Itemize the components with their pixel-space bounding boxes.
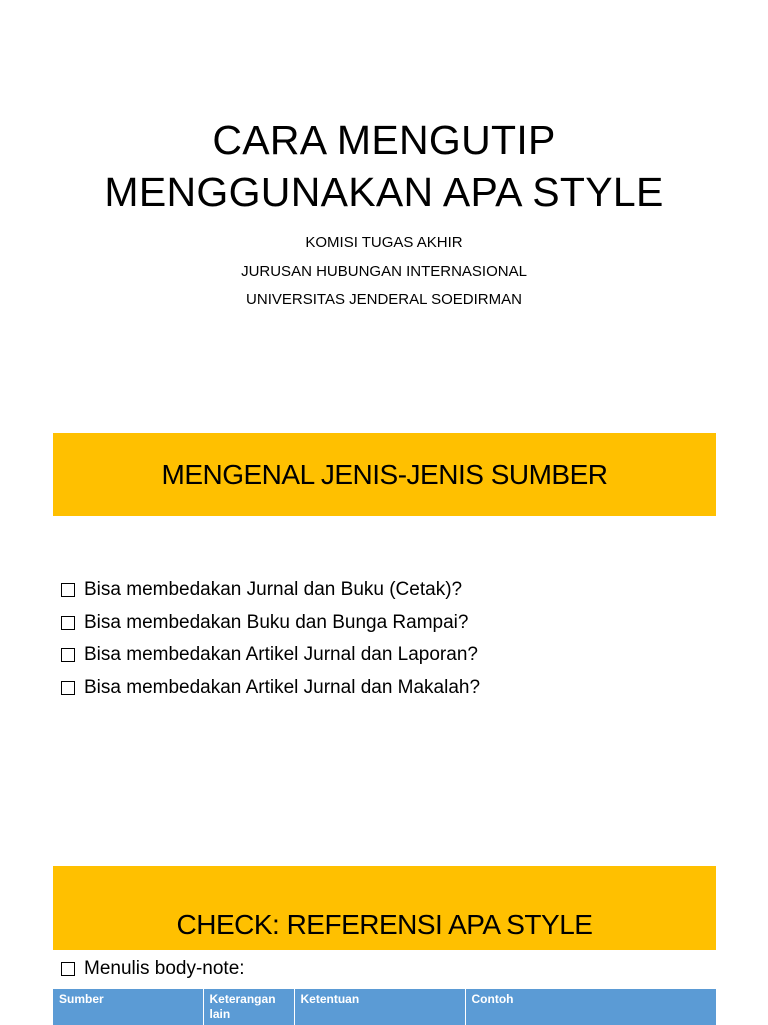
slide-subtitle [0,229,768,315]
title-line-1: CARA MENGUTIP [212,117,556,163]
title-line-2: MENGGUNAKAN APA STYLE [104,169,664,215]
subtitle-line-3: UNIVERSITAS JENDERAL SOEDIRMAN [246,291,522,308]
header-ketentuan: Ketentuan [294,989,465,1025]
header-keterangan-lain: Keterangan lain [203,989,294,1025]
checkbox-icon [61,616,75,630]
section-heading-sources: MENGENAL JENIS-JENIS SUMBER [161,458,608,490]
checkbox-icon [61,648,75,662]
checklist-item-text: Menulis body-note: [84,958,245,980]
checkbox-icon [61,681,75,695]
header-sumber: Sumber [53,989,203,1025]
checklist-item [61,574,480,607]
checklist-item-text: Bisa membedakan Jurnal dan Buku (Cetak)? [84,579,463,601]
checklist-item [61,639,480,672]
slide-title [0,114,768,218]
reference-table [53,989,716,1025]
checklist-item-text: Bisa membedakan Artikel Jurnal dan Laporan? [84,644,478,666]
checklist-item-body-note [61,953,245,986]
checkbox-icon [61,583,75,597]
section-banner-sources [53,433,716,516]
checkbox-icon [61,962,75,976]
checklist-sources [61,574,480,704]
section-banner-apa-check [53,866,716,950]
checklist-item-text: Bisa membedakan Artikel Jurnal dan Makalah? [84,676,481,698]
subtitle-line-2: JURUSAN HUBUNGAN INTERNASIONAL [241,262,527,280]
checklist-item [61,672,480,705]
subtitle-line-1: KOMISI TUGAS AKHIR [305,234,463,251]
table-header-row [53,989,716,1025]
section-heading-apa-check: CHECK: REFERENSI APA STYLE [176,909,593,940]
header-contoh: Contoh [465,989,716,1025]
checklist-item [61,607,480,640]
checklist-item-text: Bisa membedakan Buku dan Bunga Rampai? [84,611,469,633]
